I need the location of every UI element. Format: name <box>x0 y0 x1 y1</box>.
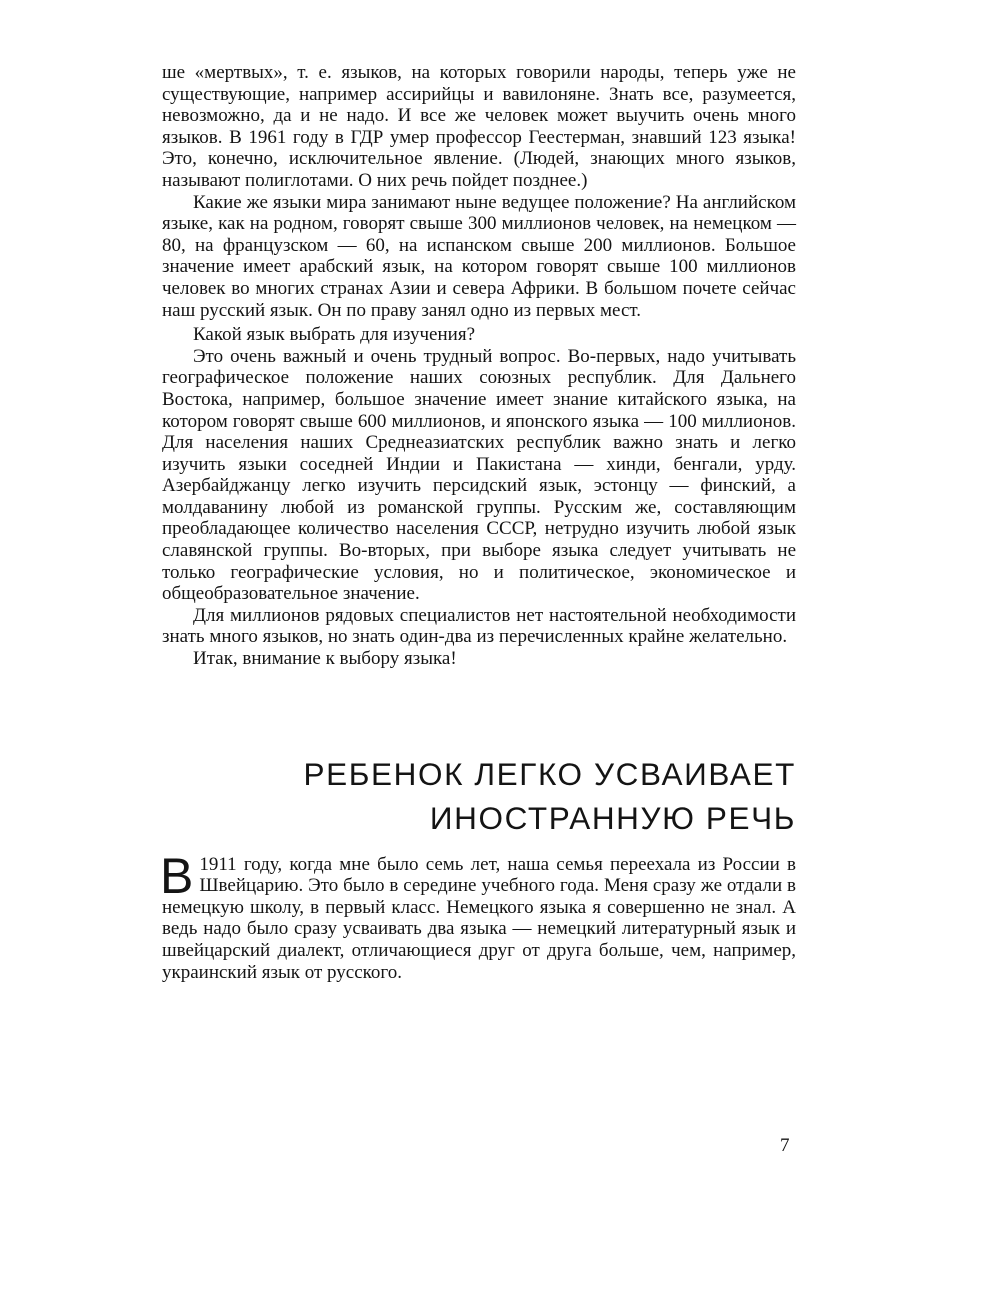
paragraph-choosing-language: Это очень важный и очень трудный вопрос. Во-первых, надо учитывать географическое положение наших союзных республик. Для Дальнего Востока, например, большое значение имеет знание китайского языка, на котором говорят свыше 600 миллионов, и японского языка — 100 миллионов. Для населения наших Среднеазиатских республик важно знать и легко изучить языки соседней Индии и Пакистана — хинди, бенгали, урду. Азербайджанцу легко изучить персидский язык, эстонцу — финский, а молдаванину любой из романской группы. Русским же, составляющим преобладающее количество населения СССР, нетрудно изучить любой язык славянской группы. Во-вторых, при выборе языка следует учитывать не только географические условия, но и политическое, экономическое и общеобразовательное значение. <box>162 345 796 605</box>
drop-cap: В <box>160 847 194 904</box>
paragraph-question: Какой язык выбрать для изучения? <box>193 324 476 346</box>
paragraph-continuation: ше «мертвых», т. е. языков, на которых говорили народы, теперь уже не существующие, например ассирийцы и вавилоняне. Знать все, разумеется, невозможно, да и не надо. И все же человек может выучить очень много языков. В 1961 году в ГДР умер профессор Геестерман, знавший 123 языка! Это, конечно, исключительное явление. (Людей, знающих много языков, называют полиглотами. О них речь пойдет позднее.) <box>162 62 796 191</box>
chapter-title-line-1: РЕБЕНОК ЛЕГКО УСВАИВАЕТ <box>303 755 796 792</box>
chapter-opening <box>160 847 796 984</box>
page-text-block <box>162 62 796 983</box>
paragraph-conclusion: Итак, внимание к выбору языка! <box>193 648 457 670</box>
chapter-title-line-2: ИНОСТРАННУЮ РЕЧЬ <box>429 799 796 836</box>
paragraph-specialists: Для миллионов рядовых специалистов нет настоятельной необходимости знать много языков, но знать один-два из перечисленных крайне желательно. <box>162 604 796 648</box>
paragraph-leading-languages: Какие же языки мира занимают ныне ведущее положение? На английском языке, как на родном, говорят свыше 300 миллионов человек, на немецком — 80, на французском — 60, на испанском свыше 200 миллионов. Большое значение имеет арабский язык, на котором говорят свыше 100 миллионов человек во многих странах Азии и севера Африки. В большом почете сейчас наш русский язык. Он по праву занял одно из первых мест. <box>162 191 796 321</box>
page-number: 7 <box>780 1135 790 1156</box>
chapter-title <box>162 752 796 840</box>
chapter-opening-paragraph: 1911 году, когда мне было семь лет, наша семья переехала из России в Швейцарию. Это было в середине учебного года. Меня сразу же отдали в немецкую школу, в первый класс. Немецкого языка я совершенно не знал. А ведь надо было сразу усваивать два языка — немецкий литературный язык и швейцарский диалект, отличающиеся друг от друга больше, чем, например, украинский язык от русского. <box>162 853 796 983</box>
